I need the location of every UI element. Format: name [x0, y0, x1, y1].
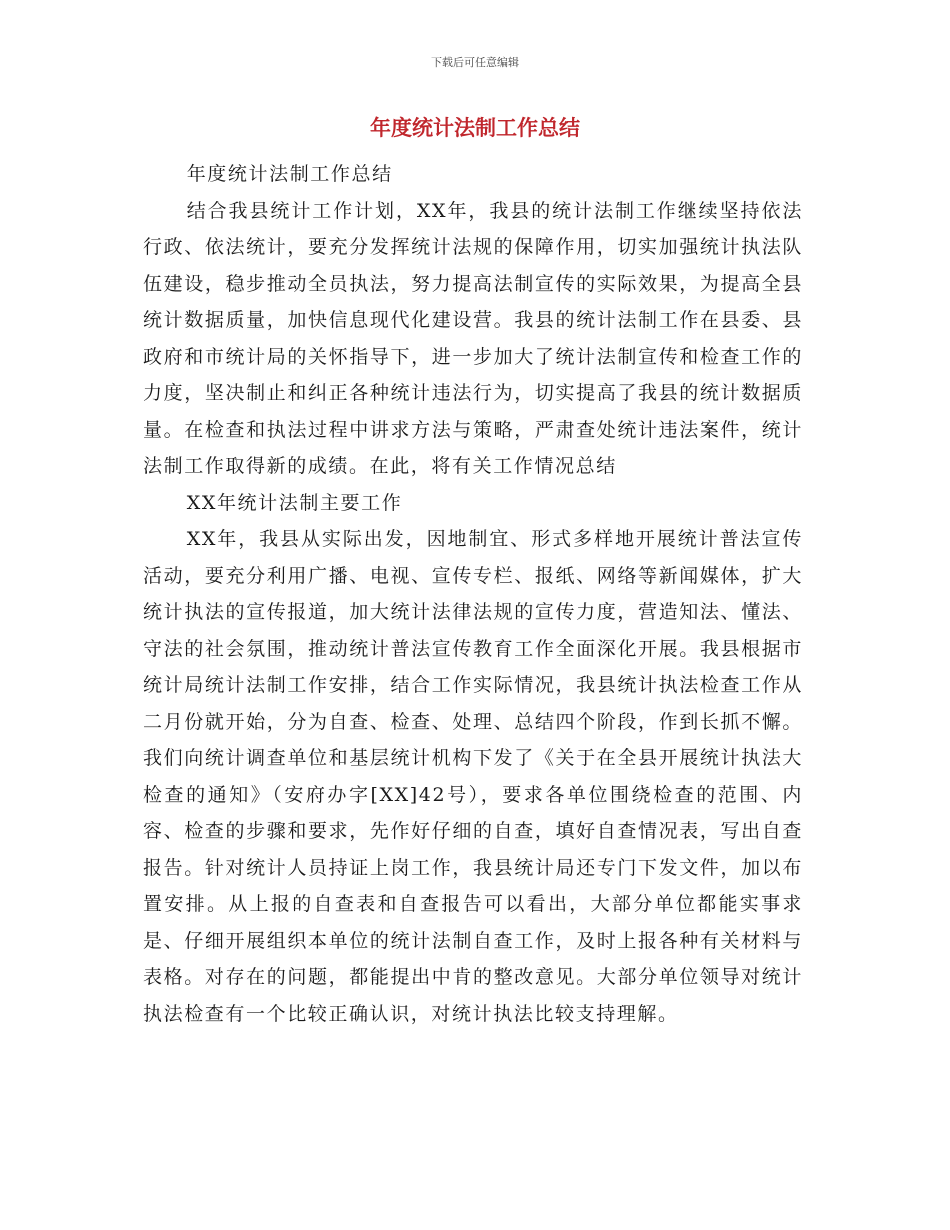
header-note: 下载后可任意编辑 — [431, 56, 519, 69]
document-body — [143, 156, 803, 1032]
document-title: 年度统计法制工作总结 — [370, 116, 580, 140]
subtitle-paragraph: 年度统计法制工作总结 — [186, 163, 393, 185]
intro-paragraph: 结合我县统计工作计划，XX年，我县的统计法制工作继续坚持依法行政、依法统计，要充分发挥统计法规的保障作用，切实加强统计执法队伍建设，稳步推动全员执法，努力提高法制宣传的实际效果，为提高全县统计数据质量，加快信息现代化建设营。我县的统计法制工作在县委、县政府和市统计局的关怀指导下，进一步加大了统计法制宣传和检查工作的力度，坚决制止和纠正各种统计违法行为，切实提高了我县的统计数据质量。在检查和执法过程中讲求方法与策略，严肃查处统计违法案件，统计法制工作取得新的成绩。在此，将有关工作情况总结 — [143, 199, 803, 477]
section-heading: XX年统计法制主要工作 — [186, 491, 403, 514]
section-paragraph: XX年，我县从实际出发，因地制宜、形式多样地开展统计普法宣传活动，要充分利用广播、电视、宣传专栏、报纸、网络等新闻媒体，扩大统计执法的宣传报道，加大统计法律法规的宣传力度，营造知法、懂法、守法的社会氛围，推动统计普法宣传教育工作全面深化开展。我县根据市统计局统计法制工作安排，结合工作实际情况，我县统计执法检查工作从二月份就开始，分为自查、检查、处理、总结四个阶段，作到长抓不懈。我们向统计调查单位和基层统计机构下发了《关于在全县开展统计执法大检查的通知》（安府办字[XX]42号），要求各单位围绕检查的范围、内容、检查的步骤和要求，先作好仔细的自查，填好自查情况表，写出自查报告。针对统计人员持证上岗工作，我县统计局还专门下发文件，加以布置安排。从上报的自查表和自查报告可以看出，大部分单位都能实事求是、仔细开展组织本单位的统计法制自查工作，及时上报各种有关材料与表格。对存在的问题，都能提出中肯的整改意见。大部分单位领导对统计执法检查有一个比较正确认识，对统计执法比较支持理解。 — [143, 528, 803, 1025]
